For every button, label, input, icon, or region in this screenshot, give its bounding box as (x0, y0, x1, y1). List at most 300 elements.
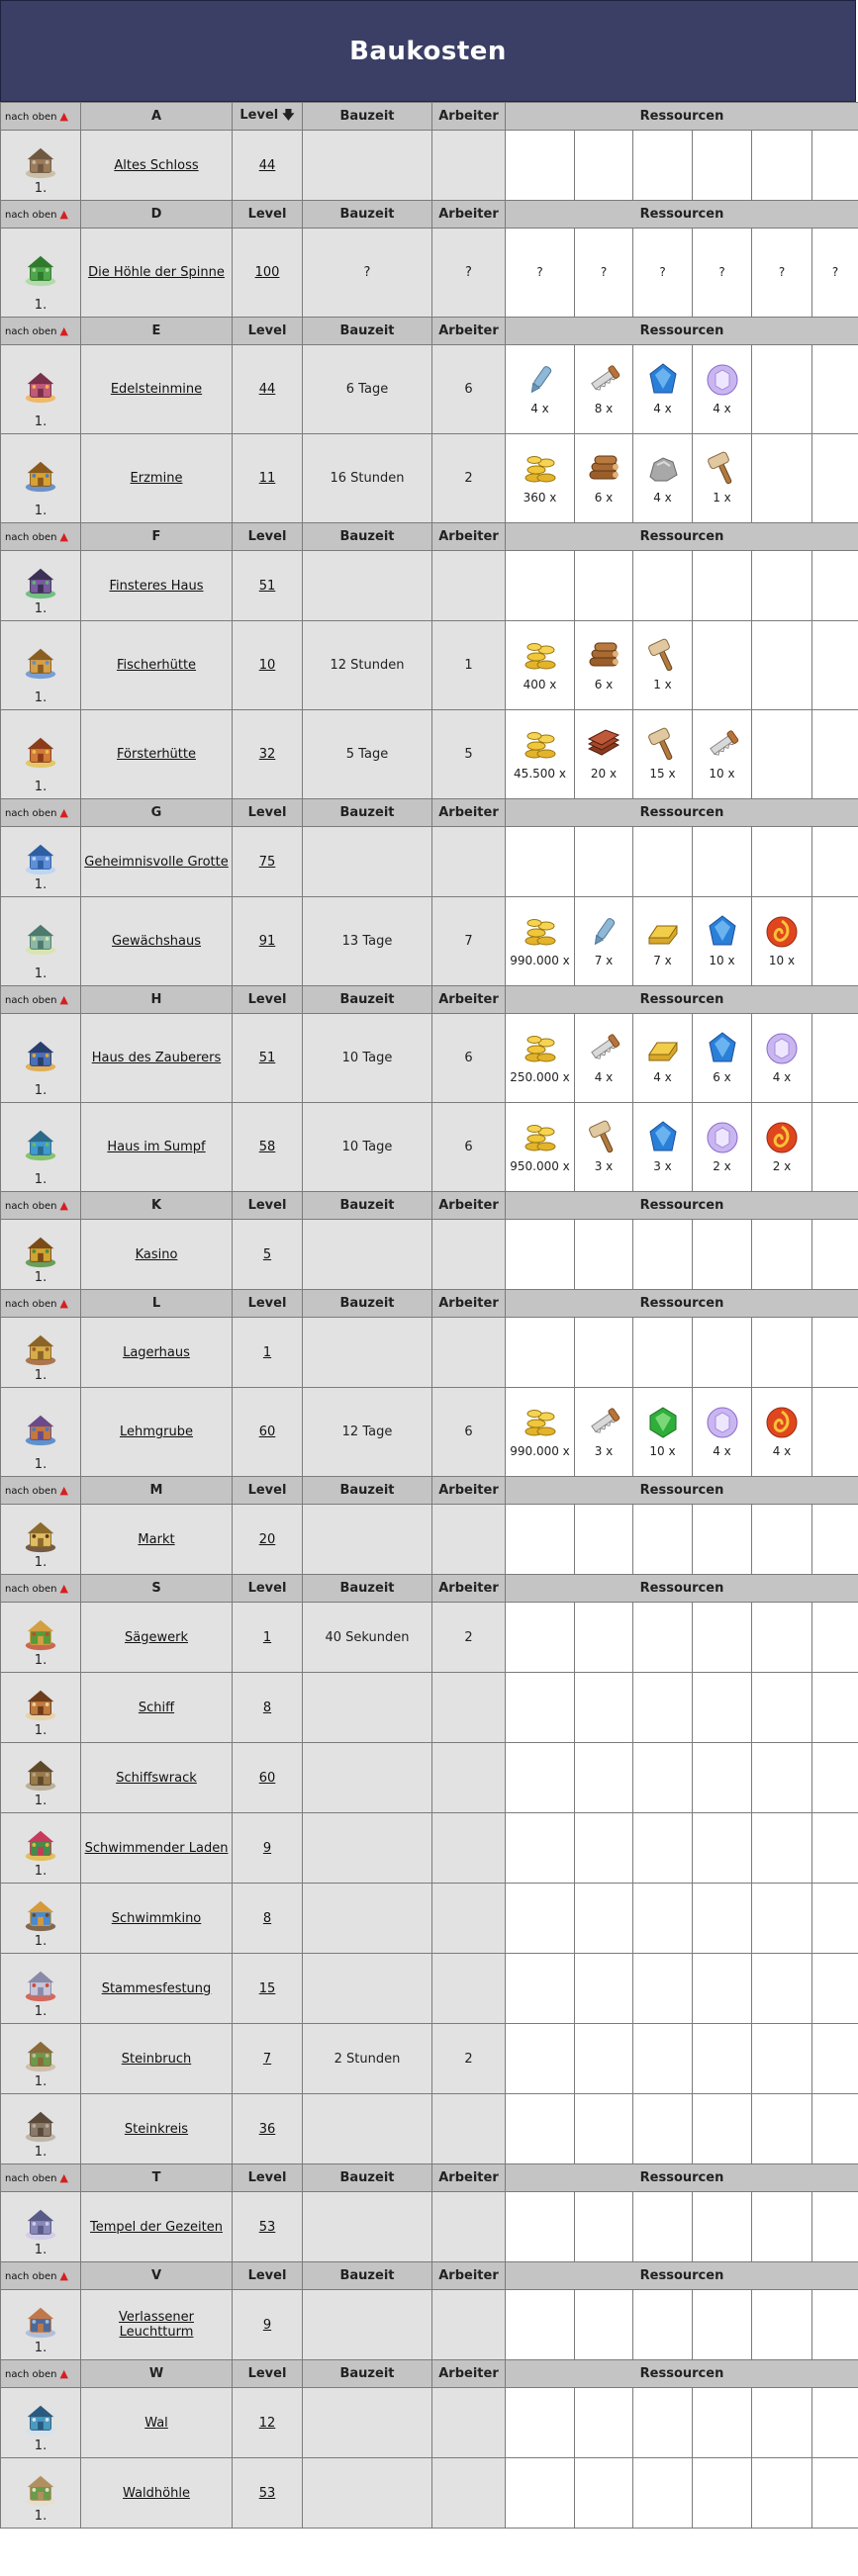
resource-count: 6 x (594, 678, 614, 691)
building-name-cell (81, 345, 233, 434)
bauzeit-cell (303, 1743, 432, 1813)
nav-up-link[interactable] (1, 986, 81, 1014)
castle-icon (22, 142, 59, 180)
purple-crystal-icon (705, 1120, 740, 1155)
resource-cell-empty (506, 2024, 575, 2094)
resource-count: ? (778, 265, 786, 279)
level-link[interactable]: 100 (254, 265, 280, 280)
warehouse-icon (22, 1330, 59, 1367)
level-link[interactable]: 32 (258, 747, 276, 762)
gold-coins-icon (523, 1031, 558, 1066)
bauzeit-cell (303, 2290, 432, 2360)
bauzeit-cell: 12 Tage (303, 1388, 432, 1477)
sawmill-icon (22, 1614, 59, 1652)
resource-cell-empty (812, 2388, 858, 2458)
resource-cell-empty (506, 1813, 575, 1884)
quarry-icon (22, 2036, 59, 2073)
building-name-link[interactable]: Erzmine (130, 471, 183, 486)
level-column-header[interactable] (233, 318, 303, 345)
resource-cell-empty (575, 551, 633, 621)
resource-cell-empty (812, 1318, 858, 1388)
bauzeit-cell: 13 Tage (303, 897, 432, 986)
gem-mine-icon (22, 367, 59, 405)
resource-count: 4 x (772, 1444, 792, 1458)
resource-cell-empty (812, 345, 858, 434)
level-link[interactable]: 11 (258, 471, 276, 486)
bauzeit-cell (303, 1318, 432, 1388)
level-header-label: Level (247, 2366, 287, 2381)
nav-up-link[interactable] (1, 2164, 81, 2192)
arbeiter-cell (432, 1220, 506, 1290)
saw-icon (586, 1405, 621, 1440)
level-link[interactable]: 91 (258, 934, 276, 949)
building-name-cell (81, 897, 233, 986)
bauzeit-column-header: Bauzeit (303, 1192, 432, 1220)
resource-cell-empty (693, 1318, 752, 1388)
level-header-label: Level (247, 2170, 287, 2185)
building-name-link[interactable]: Tempel der Gezeiten (90, 2219, 223, 2235)
resource-cell (752, 1103, 812, 1192)
building-name-link[interactable]: Geheimnisvolle Grotte (84, 854, 229, 870)
building-rank: 1. (34, 2341, 48, 2355)
resource-cell-empty (752, 345, 812, 434)
resource-cell-empty (752, 2290, 812, 2360)
level-column-header[interactable] (233, 2360, 303, 2388)
resource-cell (506, 1014, 575, 1103)
page-title: Baukosten (349, 37, 507, 66)
level-cell (233, 345, 303, 434)
building-rank: 1. (34, 1270, 48, 1285)
arbeiter-column-header: Arbeiter (432, 2360, 506, 2388)
resource-count: 2 x (713, 1159, 731, 1173)
building-name-link[interactable]: Fischerhütte (116, 658, 197, 673)
resource-cell-empty (752, 1743, 812, 1813)
building-name-link[interactable]: Verlassener Leuchtturm (119, 2310, 194, 2340)
arbeiter-cell: 6 (432, 1103, 506, 1192)
level-cell (233, 229, 303, 318)
arbeiter-cell (432, 1318, 506, 1388)
resource-cell-empty (752, 710, 812, 799)
bauzeit-cell (303, 1673, 432, 1743)
level-header-label: Level (247, 207, 287, 222)
resource-cell (633, 897, 693, 986)
building-name-cell (81, 1743, 233, 1813)
level-cell (233, 1318, 303, 1388)
level-link[interactable]: 1 (262, 1629, 272, 1645)
resource-cell (633, 1014, 693, 1103)
level-link[interactable]: 20 (258, 1531, 276, 1547)
arbeiter-column-header: Arbeiter (432, 986, 506, 1014)
level-column-header[interactable] (233, 103, 303, 131)
fisher-hut-icon (22, 643, 59, 681)
table-row (1, 2192, 858, 2262)
level-cell (233, 1388, 303, 1477)
table-row (1, 1884, 858, 1954)
building-name-cell (81, 551, 233, 621)
fire-orb-icon (764, 1405, 800, 1440)
resource-cell-empty (633, 2024, 693, 2094)
level-column-header[interactable] (233, 1290, 303, 1318)
arrow-up-icon: ▲ (59, 2171, 68, 2184)
building-name-link[interactable]: Schiffswrack (116, 1770, 197, 1786)
building-name-link[interactable]: Schwimmender Laden (84, 1840, 229, 1856)
resource-cell-empty (693, 1673, 752, 1743)
building-name-cell (81, 229, 233, 318)
nav-up-link[interactable] (1, 2360, 81, 2388)
section-header-row (1, 523, 858, 551)
building-name-cell (81, 1318, 233, 1388)
level-cell (233, 1743, 303, 1813)
resource-count: ? (659, 265, 666, 279)
resource-cell-empty (693, 2290, 752, 2360)
arbeiter-cell (432, 2458, 506, 2529)
level-link[interactable]: 36 (258, 2121, 276, 2137)
building-name-link[interactable]: Lehmgrube (119, 1425, 193, 1439)
nav-up-link[interactable] (1, 103, 81, 131)
level-cell (233, 2094, 303, 2164)
building-name-link[interactable]: Edelsteinmine (110, 382, 203, 397)
arbeiter-cell (432, 1813, 506, 1884)
resource-cell-empty (752, 551, 812, 621)
level-link[interactable]: 15 (258, 1980, 276, 1996)
table-row (1, 897, 858, 986)
level-cell (233, 551, 303, 621)
resource-count: 10 x (709, 954, 735, 967)
level-cell (233, 1603, 303, 1673)
building-rank: 1. (34, 780, 48, 794)
resource-cell (633, 1388, 693, 1477)
resource-cell-empty (812, 1505, 858, 1575)
resource-cell-empty (752, 2458, 812, 2529)
level-link[interactable]: 58 (258, 1140, 276, 1154)
building-name-link[interactable]: Altes Schloss (114, 157, 199, 173)
resource-cell-empty (633, 1813, 693, 1884)
building-image-cell (1, 1388, 81, 1477)
level-link[interactable]: 60 (258, 1770, 276, 1786)
resource-count: 360 x (523, 491, 557, 505)
building-image-cell (1, 1743, 81, 1813)
level-link[interactable]: 60 (258, 1425, 276, 1439)
building-image-cell (1, 1103, 81, 1192)
building-name-link[interactable]: Kasino (135, 1246, 178, 1262)
gold-coins-icon (523, 727, 558, 763)
resource-cell (575, 434, 633, 523)
level-link[interactable]: 8 (262, 1910, 272, 1926)
chisel-icon (586, 914, 621, 950)
building-name-link[interactable]: Gewächshaus (111, 934, 202, 949)
level-header-label: Level (247, 1198, 287, 1213)
level-link[interactable]: 7 (262, 2051, 272, 2067)
bauzeit-column-header: Bauzeit (303, 1477, 432, 1505)
building-name-cell (81, 1388, 233, 1477)
hammer-icon (705, 451, 740, 487)
building-image-cell (1, 1220, 81, 1290)
level-cell (233, 1505, 303, 1575)
arbeiter-column-header: Arbeiter (432, 523, 506, 551)
nav-up-link[interactable] (1, 1192, 81, 1220)
building-name-cell (81, 827, 233, 897)
gold-coins-icon (523, 1405, 558, 1440)
level-cell (233, 827, 303, 897)
building-rank: 1. (34, 690, 48, 705)
level-column-header[interactable] (233, 2262, 303, 2290)
resource-cell-empty (633, 1505, 693, 1575)
resource-cell-empty (633, 1743, 693, 1813)
gold-coins-icon (523, 451, 558, 487)
level-header-label: Level (247, 805, 287, 820)
building-image-cell (1, 2458, 81, 2529)
building-name-cell (81, 2192, 233, 2262)
nav-up-link[interactable] (1, 1477, 81, 1505)
building-rank: 1. (34, 601, 48, 616)
nav-up-link[interactable] (1, 799, 81, 827)
resource-count: 10 x (709, 767, 735, 781)
resource-cell-empty (575, 1318, 633, 1388)
building-image-cell (1, 1673, 81, 1743)
nav-up-label: nach oben (5, 112, 57, 123)
bauzeit-cell (303, 827, 432, 897)
level-column-header[interactable] (233, 2164, 303, 2192)
nav-up-link[interactable] (1, 2262, 81, 2290)
building-name-link[interactable]: Steinbruch (121, 2051, 192, 2067)
level-link[interactable]: 5 (262, 1246, 272, 1262)
nav-up-label: nach oben (5, 210, 57, 221)
building-name-cell (81, 2388, 233, 2458)
level-cell (233, 131, 303, 201)
resource-cell (575, 1388, 633, 1477)
resource-cell-empty (575, 1813, 633, 1884)
bauzeit-cell (303, 551, 432, 621)
level-header-label: Level (239, 108, 279, 123)
section-header-row (1, 1477, 858, 1505)
resource-cell (693, 897, 752, 986)
saw-icon (586, 1031, 621, 1066)
resource-cell-empty (812, 131, 858, 201)
page-title-bar (0, 0, 856, 102)
resource-cell-empty (633, 1220, 693, 1290)
ressourcen-column-header: Ressourcen (506, 986, 858, 1014)
resource-cell-empty (752, 1813, 812, 1884)
arbeiter-column-header: Arbeiter (432, 799, 506, 827)
level-column-header[interactable] (233, 799, 303, 827)
resource-cell (633, 710, 693, 799)
building-image-cell (1, 434, 81, 523)
bauzeit-cell (303, 1884, 432, 1954)
building-rank: 1. (34, 877, 48, 892)
casino-icon (22, 1232, 59, 1269)
level-header-label: Level (247, 1483, 287, 1498)
nav-up-link[interactable] (1, 523, 81, 551)
bauzeit-column-header: Bauzeit (303, 523, 432, 551)
building-image-cell (1, 2290, 81, 2360)
level-link[interactable]: 51 (258, 578, 276, 594)
table-row (1, 2458, 858, 2529)
level-column-header[interactable] (233, 1575, 303, 1603)
resource-cell-empty (633, 1603, 693, 1673)
level-link[interactable]: 12 (258, 2415, 276, 2431)
level-link[interactable]: 53 (258, 2485, 276, 2501)
nav-up-label: nach oben (5, 995, 57, 1006)
resource-cell (693, 434, 752, 523)
level-cell (233, 2388, 303, 2458)
resource-cell (693, 229, 752, 318)
level-column-header[interactable] (233, 201, 303, 229)
building-rank: 1. (34, 1172, 48, 1187)
building-rank: 1. (34, 1457, 48, 1472)
resource-count: 950.000 x (510, 1159, 570, 1173)
building-image-cell (1, 1954, 81, 2024)
nav-up-link[interactable] (1, 318, 81, 345)
dark-house-icon (22, 563, 59, 600)
level-column-header[interactable] (233, 1192, 303, 1220)
section-letter: T (81, 2164, 233, 2192)
section-letter: F (81, 523, 233, 551)
resource-cell (575, 897, 633, 986)
resource-cell (633, 621, 693, 710)
resource-cell (693, 345, 752, 434)
resource-count: 4 x (530, 402, 549, 415)
section-letter: G (81, 799, 233, 827)
building-name-link[interactable]: Stammesfestung (101, 1980, 212, 1996)
section-letter: S (81, 1575, 233, 1603)
gold-bar-icon (645, 1031, 681, 1066)
resource-cell-empty (812, 2192, 858, 2262)
resource-cell (752, 1388, 812, 1477)
resource-cell (506, 897, 575, 986)
building-name-link[interactable]: Schwimmkino (111, 1910, 202, 1926)
ressourcen-column-header: Ressourcen (506, 1192, 858, 1220)
level-column-header[interactable] (233, 523, 303, 551)
level-link[interactable]: 1 (262, 1344, 272, 1360)
resource-cell-empty (693, 621, 752, 710)
building-name-link[interactable]: Waldhöhle (123, 2485, 190, 2501)
nav-up-link[interactable] (1, 1575, 81, 1603)
saw-icon (586, 362, 621, 398)
arbeiter-cell (432, 1505, 506, 1575)
building-name-link[interactable]: Haus im Sumpf (107, 1140, 206, 1154)
level-link[interactable]: 10 (258, 658, 276, 673)
level-link[interactable]: 44 (258, 157, 276, 173)
resource-count: 3 x (594, 1444, 614, 1458)
level-link[interactable]: 9 (262, 2317, 272, 2333)
hammer-icon (645, 727, 681, 763)
resource-cell-empty (752, 1220, 812, 1290)
nav-up-label: nach oben (5, 1299, 57, 1310)
resource-cell-empty (506, 551, 575, 621)
bauzeit-column-header: Bauzeit (303, 2360, 432, 2388)
level-link[interactable]: 44 (258, 382, 276, 397)
building-name-link[interactable]: Sägewerk (125, 1629, 188, 1645)
resource-count: 15 x (649, 767, 676, 781)
building-name-link[interactable]: Finsteres Haus (109, 578, 204, 594)
building-name-link[interactable]: Markt (138, 1531, 175, 1547)
resource-cell-empty (575, 131, 633, 201)
building-image-cell (1, 1884, 81, 1954)
resource-count: 4 x (653, 491, 672, 505)
level-link[interactable]: 9 (262, 1840, 272, 1856)
level-cell (233, 710, 303, 799)
building-name-cell (81, 1884, 233, 1954)
resource-count: 7 x (653, 954, 672, 967)
resource-cell-empty (812, 1884, 858, 1954)
resource-cell-empty (506, 827, 575, 897)
building-image-cell (1, 2192, 81, 2262)
resource-cell-empty (506, 1220, 575, 1290)
section-letter: V (81, 2262, 233, 2290)
arbeiter-cell: 2 (432, 2024, 506, 2094)
level-link[interactable]: 75 (258, 854, 276, 870)
resource-cell-empty (693, 2094, 752, 2164)
building-name-link[interactable]: Steinkreis (124, 2121, 189, 2137)
resource-cell-empty (812, 2290, 858, 2360)
building-image-cell (1, 1603, 81, 1673)
level-cell (233, 621, 303, 710)
resource-cell (575, 1014, 633, 1103)
arbeiter-cell (432, 2192, 506, 2262)
level-column-header[interactable] (233, 986, 303, 1014)
resource-count: 4 x (713, 1444, 731, 1458)
resource-cell-empty (575, 1743, 633, 1813)
nav-up-link[interactable] (1, 1290, 81, 1318)
level-column-header[interactable] (233, 1477, 303, 1505)
bauzeit-cell (303, 1505, 432, 1575)
ressourcen-column-header: Ressourcen (506, 1290, 858, 1318)
resource-cell-empty (633, 2192, 693, 2262)
arrow-up-icon: ▲ (59, 1297, 68, 1310)
building-name-link[interactable]: Lagerhaus (123, 1344, 190, 1360)
arbeiter-cell: ? (432, 229, 506, 318)
level-link[interactable]: 53 (258, 2219, 276, 2235)
bauzeit-column-header: Bauzeit (303, 1290, 432, 1318)
table-row (1, 1954, 858, 2024)
resource-cell-empty (575, 1603, 633, 1673)
level-link[interactable]: 51 (258, 1051, 276, 1065)
resource-cell-empty (812, 827, 858, 897)
resource-cell-empty (693, 1743, 752, 1813)
building-name-link[interactable]: Haus des Zauberers (91, 1051, 222, 1065)
resource-cell-empty (812, 2024, 858, 2094)
ressourcen-column-header: Ressourcen (506, 523, 858, 551)
resource-cell-empty (752, 1884, 812, 1954)
building-name-link[interactable]: Die Höhle der Spinne (88, 265, 225, 280)
resource-cell-empty (812, 1388, 858, 1477)
ressourcen-column-header: Ressourcen (506, 799, 858, 827)
building-name-link[interactable]: Wal (144, 2415, 168, 2431)
level-link[interactable]: 8 (262, 1700, 272, 1715)
section-letter: A (81, 103, 233, 131)
building-name-link[interactable]: Schiff (138, 1700, 175, 1715)
resource-cell-empty (812, 2094, 858, 2164)
wood-logs-icon (586, 451, 621, 487)
building-name-cell (81, 621, 233, 710)
nav-up-link[interactable] (1, 201, 81, 229)
arrow-up-icon: ▲ (59, 1582, 68, 1595)
wizard-house-icon (22, 1036, 59, 1073)
ressourcen-column-header: Ressourcen (506, 103, 858, 131)
building-name-link[interactable]: Försterhütte (117, 747, 196, 762)
resource-cell-empty (506, 1318, 575, 1388)
nav-up-label: nach oben (5, 2173, 57, 2184)
forester-hut-icon (22, 732, 59, 770)
blue-gem-icon (645, 362, 681, 398)
resource-cell-empty (812, 2458, 858, 2529)
resource-cell-empty (693, 1220, 752, 1290)
section-header-row (1, 103, 858, 131)
section-letter: D (81, 201, 233, 229)
resource-cell-empty (633, 1318, 693, 1388)
resource-cell-empty (812, 434, 858, 523)
resource-cell-empty (693, 2024, 752, 2094)
